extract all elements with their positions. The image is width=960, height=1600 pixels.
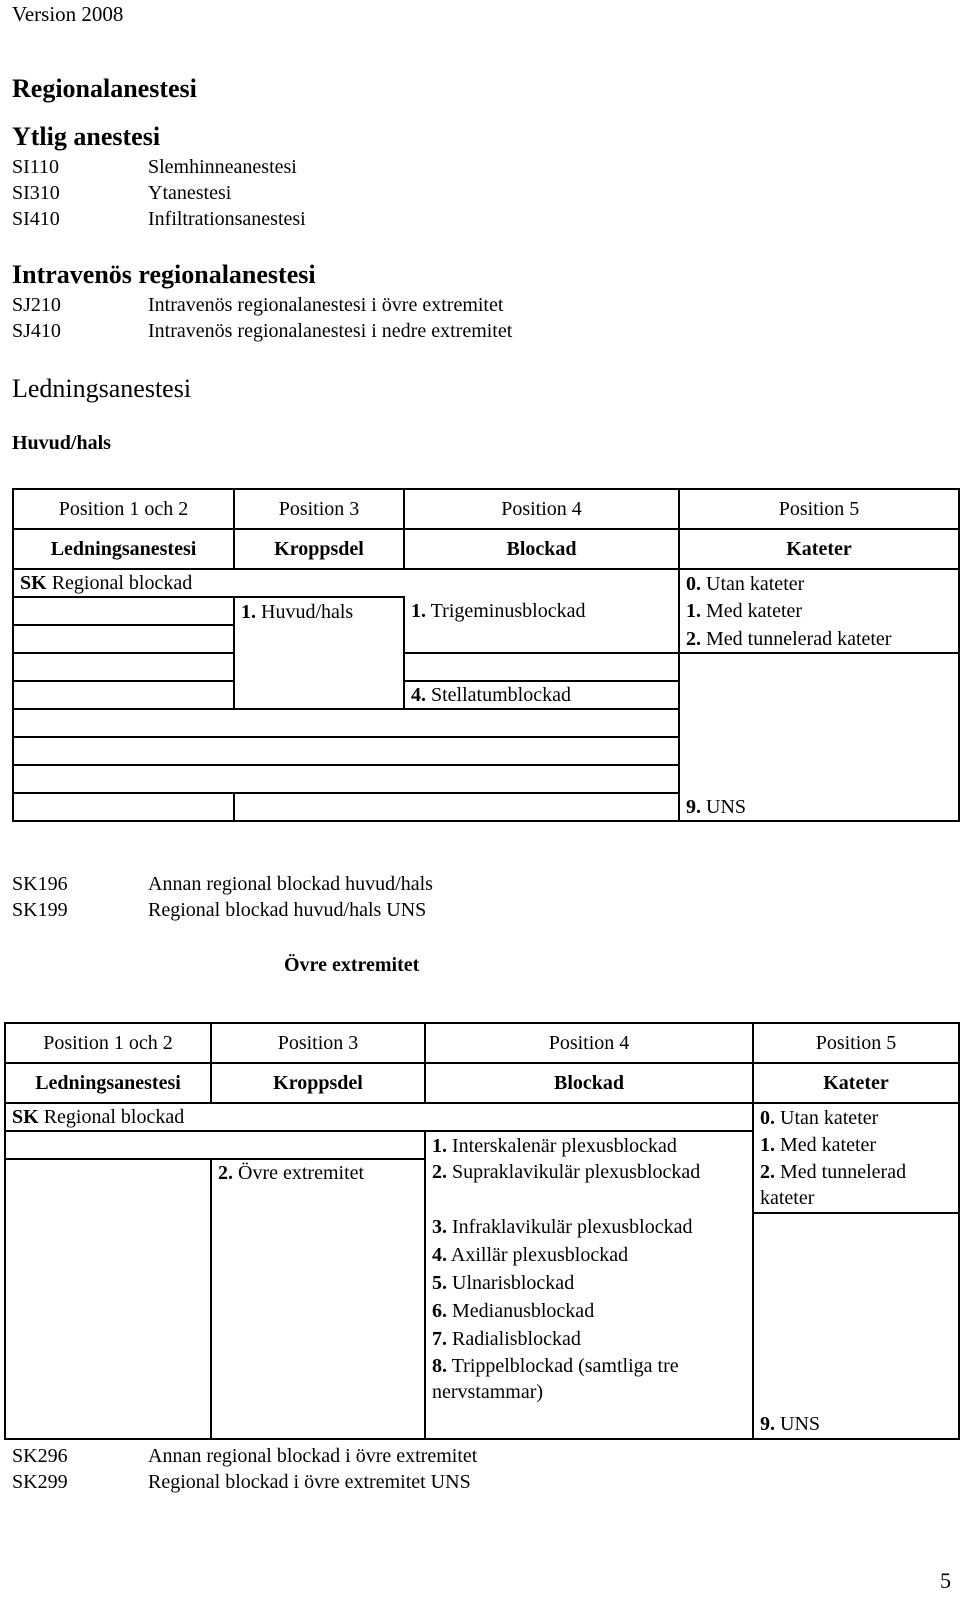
position-header: Position 3 [211,1023,425,1063]
position-header: Position 4 [425,1023,753,1063]
huvud-hals-table: Position 1 och 2 Position 3 Position 4 Position 5 Ledningsanestesi Kroppsdel Blockad Kateter SK Regional blockad 0. Utan kateter 1. Huvud/hals 1. Trigeminusblockad 1. Med kateter 2. Med tunnelerad kateter 4. Stellatumblockad 9. UNS [12,488,960,822]
code-label: Regional blockad i övre extremitet UNS [148,1471,471,1493]
ovre-heading: Övre extremitet [284,954,420,976]
kateter-option: Med kateter [780,1134,877,1156]
column-header: Ledningsanestesi [35,1072,181,1094]
code: SI110 [12,156,60,178]
kateter-option: Utan kateter [706,572,805,595]
code-label: Infiltrationsanestesi [148,208,306,230]
code-label: Regional blockad huvud/hals UNS [148,899,427,921]
kroppsdel-option: Övre extremitet [238,1162,365,1184]
blockad-option: Interskalenär plexusblockad [452,1134,677,1157]
blockad-option: Radialisblockad [452,1328,581,1350]
column-header: Kroppsdel [273,1072,363,1094]
position-header: Position 3 [234,489,404,529]
ytlig-heading: Ytlig anestesi [12,122,161,151]
sk-label: Regional blockad [43,1106,185,1128]
code: SJ210 [12,294,61,316]
code-label: Slemhinneanestesi [148,156,297,178]
code-label: Intravenös regionalanestesi i nedre extremitet [148,320,513,342]
kateter-option: Med tunnelerad kateter [760,1161,907,1209]
blockad-option: Trigeminusblockad [430,600,586,622]
huvud-heading: Huvud/hals [12,432,111,454]
kateter-option: Med tunnelerad kateter [706,627,892,650]
blockad-option: Stellatumblockad [431,684,571,706]
blockad-option: Infraklavikulär plexusblockad [452,1216,693,1238]
sk-prefix: SK [20,572,47,594]
ledning-heading: Ledningsanestesi [12,374,192,403]
position-header: Position 5 [679,489,959,529]
sk-label: Regional blockad [51,572,193,594]
blockad-option: Axillär plexusblockad [450,1244,629,1266]
code-label: Annan regional blockad huvud/hals [148,873,433,895]
code: SK199 [12,899,68,921]
code: SK299 [12,1471,68,1493]
position-header: Position 1 och 2 [5,1023,211,1063]
blockad-option: Supraklavikulär plexusblockad [452,1161,701,1183]
code: SI310 [12,182,60,204]
position-header: Position 1 och 2 [13,489,234,529]
intravenos-heading: Intravenös regionalanestesi [12,260,316,289]
kateter-option: Utan kateter [780,1106,879,1129]
page-number: 5 [940,1568,951,1593]
version-label: Version 2008 [12,2,124,26]
kateter-option: UNS [706,795,747,818]
code-label: Ytanestesi [148,182,232,204]
column-header: Kroppsdel [274,538,364,560]
kateter-option: Med kateter [706,600,803,622]
code: SK296 [12,1445,68,1467]
column-header: Blockad [553,1072,625,1094]
position-header: Position 4 [404,489,679,529]
column-header: Kateter [786,538,852,560]
ovre-extremitet-table: Position 1 och 2 Position 3 Position 4 Position 5 Ledningsanestesi Kroppsdel Blockad Kateter SK Regional blockad 0. Utan kateter 1. Interskalenär plexusblockad 1. Med kateter 2. Övre extremitet 2. Supraklavikulär plexusblockad 2. Med tunnelerad kateter 3. Infraklavikulär plexusblockad 4. Axillär plexusblockad 5. Ulnarisblockad 6. Medianusblockad 7. Radialisblockad 8. Trippelblockad (samtliga tre nervstammar) 9. UNS [4,1022,960,1440]
blockad-option: Trippelblockad (samtliga tre nervstammar) [432,1355,679,1403]
code: SJ410 [12,320,61,342]
page-title: Regionalanestesi [12,74,197,103]
code-label: Intravenös regionalanestesi i övre extremitet [148,294,504,316]
column-header: Ledningsanestesi [50,538,197,560]
position-header: Position 5 [753,1023,959,1063]
column-header: Blockad [506,538,577,560]
code: SK196 [12,873,68,895]
kateter-option: UNS [780,1412,821,1435]
column-header: Kateter [823,1072,889,1094]
blockad-option: Ulnarisblockad [452,1272,575,1294]
sk-prefix: SK [12,1106,39,1128]
kroppsdel-option: Huvud/hals [261,600,354,623]
blockad-option: Medianusblockad [452,1300,595,1322]
code-label: Annan regional blockad i övre extremitet [148,1445,478,1467]
code: SI410 [12,208,60,230]
